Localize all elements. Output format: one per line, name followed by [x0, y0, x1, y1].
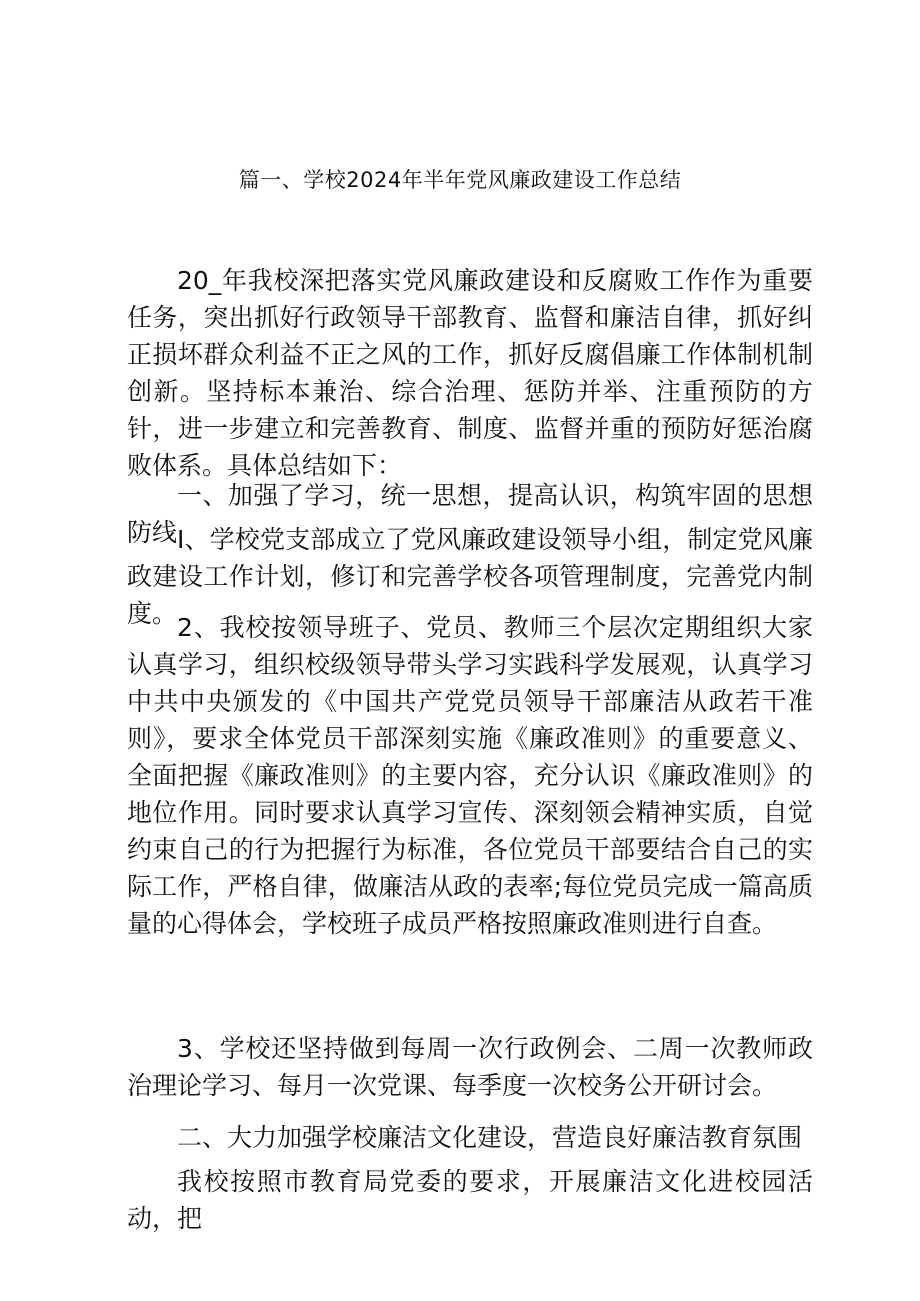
paragraph-item-2: 2、我校按领导班子、党员、教师三个层次定期组织大家认真学习，组织校级领导带头学习实践科学发展观，认真学习中共中央颁发的《中国共产党党员领导干部廉洁从政若干准则》，要求全体党员干部深刻实施《廉政准则》的重要意义、全面把握《廉政准则》的主要内容，充分认识《廉政准则》的地位作用。同时要求认真学习宣传、深刻领会精神实质，自觉约束自己的行为把握行为标准，各位党员干部要结合自己的实际工作，严格自律，做廉洁从政的表率;每位党员完成一篇高质量的心得体会，学校班子成员严格按照廉政准则进行自查。	[127, 613, 813, 938]
section-heading-1: 一、加强了学习，统一思想，提高认识，构筑牢固的思想防线	[127, 481, 813, 547]
document-title: 篇一、学校2024年半年党风廉政建设工作总结	[238, 168, 682, 192]
paragraph-intro: 20_年我校深把落实党风廉政建设和反腐败工作作为重要任务，突出抓好行政领导干部教育、监督和廉洁自律，抓好纠正损坏群众利益不正之风的工作，抓好反腐倡廉工作体制机制创新。坚持标本兼治、综合治理、惩防并举、注重预防的方针，进一步建立和完善教育、制度、监督并重的预防好惩治腐败体系。具体总结如下：	[127, 266, 813, 480]
paragraph-section-2: 我校按照市教育局党委的要求，开展廉洁文化进校园活动，把	[127, 1167, 813, 1233]
paragraph-item-3: 3、学校还坚持做到每周一次行政例会、二周一次教师政治理论学习、每月一次党课、每季度一次校务公开研讨会。	[127, 1034, 813, 1100]
section-heading-2: 二、大力加强学校廉洁文化建设，营造良好廉洁教育氛围	[177, 1123, 803, 1152]
paragraph-item-1: I、学校党支部成立了党风廉政建设领导小组，制定党风廉政建设工作计划，修订和完善学校各项管理制度，完善党内制度。	[127, 525, 813, 628]
